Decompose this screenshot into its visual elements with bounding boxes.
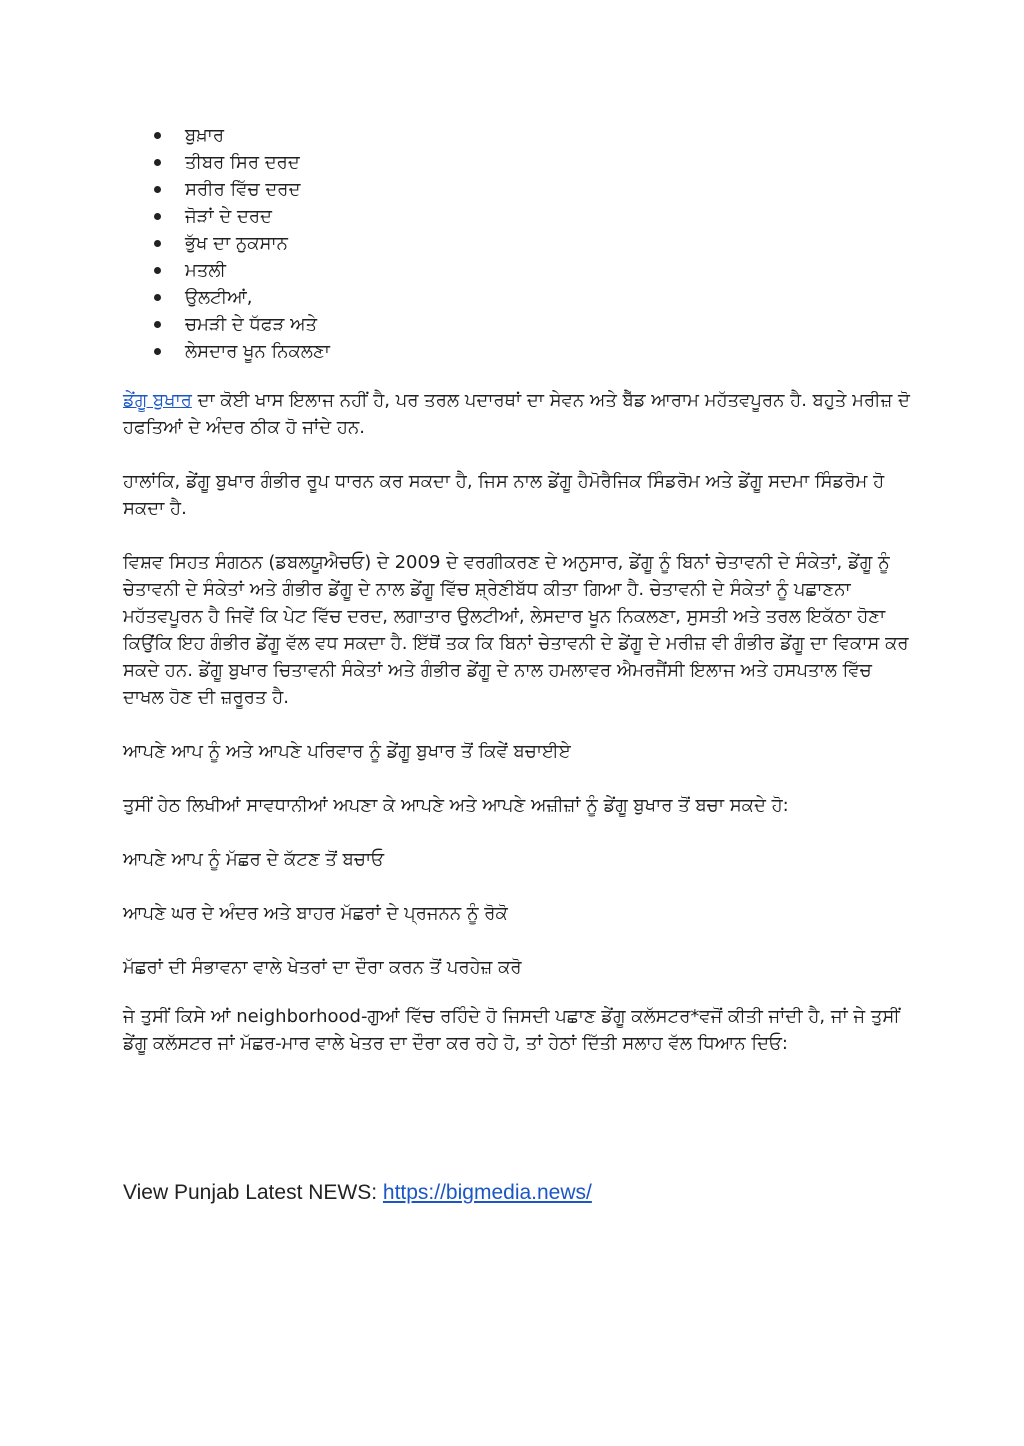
bullet-icon [154,213,161,220]
symptom-text: ਲੇਸਦਾਰ ਖੂਨ ਨਿਕਲਣਾ [185,341,330,362]
list-item [154,338,330,365]
tip-prevent-breeding: ਆਪਣੇ ਘਰ ਦੇ ਅੰਦਰ ਅਤੇ ਬਾਹਰ ਮੱਛਰਾਂ ਦੇ ਪ੍ਰਜਨਨ ਨੂੰ ਰੋਕੋ [123,903,508,924]
symptom-text: ਸਰੀਰ ਵਿੱਚ ਦਰਦ [185,179,301,200]
list-item [154,311,330,338]
symptom-text: ਭੁੱਖ ਦਾ ਨੁਕਸਾਨ [185,233,288,254]
bullet-icon [154,267,161,274]
list-item [154,230,330,257]
list-item [154,149,330,176]
tip-avoid-bites: ਆਪਣੇ ਆਪ ਨੂੰ ਮੱਛਰ ਦੇ ਕੱਟਣ ਤੋਂ ਬਚਾਓ [123,849,385,870]
bigmedia-news-link[interactable]: https://bigmedia.news/ [382,1181,592,1204]
list-item [154,284,330,311]
footer-news-line [123,1178,883,1208]
severe-forms-paragraph: ਹਾਲਾਂਕਿ, ਡੇਂਗੂ ਬੁਖਾਰ ਗੰਭੀਰ ਰੂਪ ਧਾਰਨ ਕਰ ਸਕਦਾ ਹੈ, ਜਿਸ ਨਾਲ ਡੇਂਗੂ ਹੈਮੋਰੈਜਿਕ ਸਿੰਡਰੋਮ ਅਤੇ ਡੇਂਗੂ ਸਦਮਾ ਸਿੰਡਰੋਮ ਹੋ ਸਕਦਾ ਹੈ. [123,471,885,519]
list-item [154,122,330,149]
list-item [154,176,330,203]
intro-paragraph [123,387,913,441]
symptom-text: ਤੀਬਰ ਸਿਰ ਦਰਦ [185,152,300,173]
bullet-icon [154,186,161,193]
tip-avoid-areas: ਮੱਛਰਾਂ ਦੀ ਸੰਭਾਵਨਾ ਵਾਲੇ ਖੇਤਰਾਂ ਦਾ ਦੌਰਾ ਕਰਨ ਤੋਂ ਪਰਹੇਜ਼ ਕਰੋ [123,957,522,978]
bullet-icon [154,132,161,139]
list-item [154,257,330,284]
bullet-icon [154,159,161,166]
bullet-icon [154,321,161,328]
symptom-text: ਉਲਟੀਆਂ, [185,287,253,308]
footer-label: View Punjab Latest NEWS: [123,1181,383,1204]
dengue-fever-link[interactable]: ਡੇਂਗੂ ਬੁਖਾਰ [123,390,192,411]
intro-text: ਦਾ ਕੋਈ ਖਾਸ ਇਲਾਜ ਨਹੀਂ ਹੈ, ਪਰ ਤਰਲ ਪਦਾਰਥਾਂ ਦਾ ਸੇਵਨ ਅਤੇ ਬੈੱਡ ਆਰਾਮ ਮਹੱਤਵਪੂਰਨ ਹੈ. ਬਹੁਤੇ ਮਰੀਜ਼ ਦੋ ਹਫਤਿਆਂ ਦੇ ਅੰਦਰ ਠੀਕ ਹੋ ਜਾਂਦੇ ਹਨ. [123,390,910,438]
symptom-list [154,122,330,365]
bullet-icon [154,348,161,355]
symptom-text: ਮਤਲੀ [185,260,226,281]
protection-heading: ਆਪਣੇ ਆਪ ਨੂੰ ਅਤੇ ਆਪਣੇ ਪਰਿਵਾਰ ਨੂੰ ਡੇਂਗੂ ਬੁਖਾਰ ਤੋਂ ਕਿਵੇਂ ਬਚਾਈਏ [123,741,571,762]
cluster-advice-paragraph: ਜੇ ਤੁਸੀਂ ਕਿਸੇ ਆਂ neighborhood-ਗੁਆਂ ਵਿੱਚ ਰਹਿੰਦੇ ਹੋ ਜਿਸਦੀ ਪਛਾਣ ਡੇਂਗੂ ਕਲੱਸਟਰ*ਵਜੋਂ ਕੀਤੀ ਜਾਂਦੀ ਹੈ, ਜਾਂ ਜੇ ਤੁਸੀਂ ਡੇਂਗੂ ਕਲੱਸਟਰ ਜਾਂ ਮੱਛਰ-ਮਾਰ ਵਾਲੇ ਖੇਤਰ ਦਾ ਦੌਰਾ ਕਰ ਰਹੇ ਹੋ, ਤਾਂ ਹੇਠਾਂ ਦਿੱਤੀ ਸਲਾਹ ਵੱਲ ਧਿਆਨ ਦਿਓ: [123,1006,900,1054]
bullet-icon [154,240,161,247]
who-classification-paragraph: ਵਿਸ਼ਵ ਸਿਹਤ ਸੰਗਠਨ (ਡਬਲਯੂਐਚਓ) ਦੇ 2009 ਦੇ ਵਰਗੀਕਰਣ ਦੇ ਅਨੁਸਾਰ, ਡੇਂਗੂ ਨੂੰ ਬਿਨਾਂ ਚੇਤਾਵਨੀ ਦੇ ਸੰਕੇਤਾਂ, ਡੇਂਗੂ ਨੂੰ ਚੇਤਾਵਨੀ ਦੇ ਸੰਕੇਤਾਂ ਅਤੇ ਗੰਭੀਰ ਡੇਂਗੂ ਦੇ ਨਾਲ ਡੇਂਗੂ ਵਿੱਚ ਸ਼੍ਰੇਣੀਬੱਧ ਕੀਤਾ ਗਿਆ ਹੈ. ਚੇਤਾਵਨੀ ਦੇ ਸੰਕੇਤਾਂ ਨੂੰ ਪਛਾਣਨਾ ਮਹੱਤਵਪੂਰਨ ਹੈ ਜਿਵੇਂ ਕਿ ਪੇਟ ਵਿੱਚ ਦਰਦ, ਲਗਾਤਾਰ ਉਲਟੀਆਂ, ਲੇਸਦਾਰ ਖੂਨ ਨਿਕਲਣਾ, ਸੁਸਤੀ ਅਤੇ ਤਰਲ ਇਕੱਠਾ ਹੋਣਾ ਕਿਉਂਕਿ ਇਹ ਗੰਭੀਰ ਡੇਂਗੂ ਵੱਲ ਵਧ ਸਕਦਾ ਹੈ. ਇੱਥੋਂ ਤਕ ਕਿ ਬਿਨਾਂ ਚੇਤਾਵਨੀ ਦੇ ਡੇਂਗੂ ਦੇ ਮਰੀਜ਼ ਵੀ ਗੰਭੀਰ ਡੇਂਗੂ ਦਾ ਵਿਕਾਸ ਕਰ ਸਕਦੇ ਹਨ. ਡੇਂਗੂ ਬੁਖਾਰ ਚਿਤਾਵਨੀ ਸੰਕੇਤਾਂ ਅਤੇ ਗੰਭੀਰ ਡੇਂਗੂ ਦੇ ਨਾਲ ਹਮਲਾਵਰ ਐਮਰਜੈਂਸੀ ਇਲਾਜ ਅਤੇ ਹਸਪਤਾਲ ਵਿੱਚ ਦਾਖਲ ਹੋਣ ਦੀ ਜ਼ਰੂਰਤ ਹੈ. [123,552,909,708]
bullet-icon [154,294,161,301]
symptom-text: ਜੋੜਾਂ ਦੇ ਦਰਦ [185,206,272,227]
precautions-paragraph: ਤੁਸੀਂ ਹੇਠ ਲਿਖੀਆਂ ਸਾਵਧਾਨੀਆਂ ਅਪਣਾ ਕੇ ਆਪਣੇ ਅਤੇ ਆਪਣੇ ਅਜ਼ੀਜ਼ਾਂ ਨੂੰ ਡੇਂਗੂ ਬੁਖਾਰ ਤੋਂ ਬਚਾ ਸਕਦੇ ਹੋ: [123,795,789,816]
list-item [154,203,330,230]
symptom-text: ਚਮੜੀ ਦੇ ਧੱਫੜ ਅਤੇ [185,314,318,335]
symptom-text: ਬੁਖ਼ਾਰ [185,125,224,146]
